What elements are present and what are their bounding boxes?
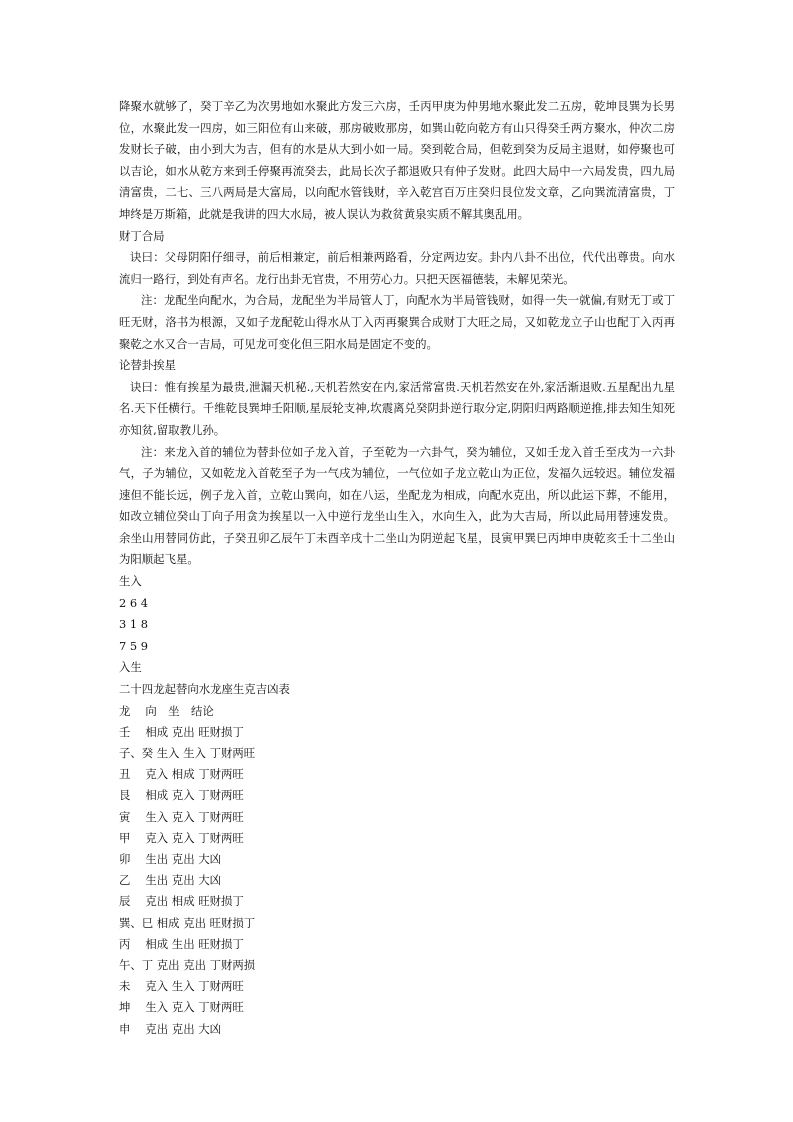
grid-label-top: 生入 xyxy=(119,574,142,589)
grid-row-1: 2 6 4 xyxy=(119,595,148,610)
table-row: 巽、巳 相成 克出 旺财损丁 xyxy=(119,915,256,930)
heading-replacement-star: 论替卦挨星 xyxy=(119,358,176,373)
table-row: 未 克入 生入 丁财两旺 xyxy=(119,979,244,994)
star-grid xyxy=(119,571,675,679)
table-row: 丙 相成 生出 旺财损丁 xyxy=(119,936,244,951)
paragraph-note-1: 注：龙配坐向配水，为合局，龙配坐为半局管人丁，向配水为半局管钱财，如得一失一就偏,有财无丁或丁旺无财，洛书为根源，又如子龙配乾山得水从丁入丙再聚巽合成财丁大旺之局，又如乾龙立子山也配丁入丙再聚乾之水又合一吉局，可见龙可变化但三阳水局是固定不变的。 xyxy=(119,293,675,351)
table-row: 卯 生出 克出 大凶 xyxy=(119,852,221,867)
grid-row-2: 3 1 8 xyxy=(119,617,148,632)
grid-label-bottom: 入生 xyxy=(119,660,142,675)
table-title: 二十四龙起替向水龙座生克吉凶表 xyxy=(119,682,290,697)
table-row: 子、癸 生入 生入 丁财两旺 xyxy=(119,746,256,761)
document-body xyxy=(119,96,675,1040)
table-row: 辰 克出 相成 旺财损丁 xyxy=(119,894,244,909)
table-row: 坤 生入 克入 丁财两旺 xyxy=(119,1000,244,1015)
dragon-table xyxy=(119,701,675,1040)
table-row: 午、丁 克出 克出 丁财两损 xyxy=(119,958,256,973)
table-row: 艮 相成 克入 丁财两旺 xyxy=(119,788,244,803)
paragraph-water-bureau: 降聚水就够了，癸丁辛乙为次男地如水聚此方发三六房，壬丙甲庚为仲男地水聚此发二五房，乾坤艮巽为长男位，水聚此发一四房，如三阳位有山来破，那房破败那房，如巽山乾向乾方有山只得癸壬两方聚水，仲次二房发财长子破，由小到大为吉，但有的水是从大到小如一局。癸到乾合局，但乾到癸为反局主退财，如停聚也可以吉论，如水从乾方来到壬停聚再流癸去，此局长次子都退败只有仲子发财。此四大局中一六局发贵，四九局清富贵，二七、三八两局是大富局，以向配水管钱财，辛入乾宫百万庄癸归艮位发文章，乙向巽流清富贵，丁坤终是万斯箱，此就是我讲的四大水局，被人误认为救贫黄泉实质不解其奥乱用。 xyxy=(119,99,675,221)
paragraph-note-2: 注：来龙入首的辅位为替卦位如子龙入首，子至乾为一六卦气，癸为辅位，又如壬龙入首壬至戌为一六卦气，子为辅位，又如乾龙入首乾至子为一气戌为辅位，一气位如子龙立乾山为正位，发福久远较迟。辅位发福速但不能长远，例子龙入首，立乾山巽向，如在八运，坐配龙为相成，向配水克出，所以此运下葬，不能用，如改立辅位癸山丁向子用贪为挨星以一入中逆行龙坐山生入，水向生入，此为大吉局，所以此局用替速发贵。余坐山用替同仿此，子癸丑卯乙辰午丁未酉辛戌十二坐山为阴逆起飞星，艮寅甲巽巳丙坤申庚乾亥壬十二坐山为阳顺起飞星。 xyxy=(119,444,675,567)
heading-wealth-people: 财丁合局 xyxy=(119,228,165,243)
paragraph-verse-1: 诀曰：父母阴阳仔细寻，前后相兼定，前后相兼两路看，分定两边安。卦内八卦不出位，代代出尊贵。向水流归一路行，到处有声名。龙行出卦无官贵，不用劳心力。只把天医福德装，未解见荣光。 xyxy=(119,250,675,286)
table-row: 寅 生入 克入 丁财两旺 xyxy=(119,809,244,824)
table-row: 丑 克入 相成 丁财两旺 xyxy=(119,767,244,782)
table-row: 甲 克入 克入 丁财两旺 xyxy=(119,830,244,845)
table-row: 壬 相成 克出 旺财损丁 xyxy=(119,724,244,739)
table-row: 乙 生出 克出 大凶 xyxy=(119,873,221,888)
table-header: 龙 向 坐 结论 xyxy=(119,703,214,718)
table-row: 申 克出 克出 大凶 xyxy=(119,1021,221,1036)
paragraph-verse-2: 诀曰：惟有挨星为最贵,泄漏天机秘.,天机若然安在内,家活常富贵.天机若然安在外,家活渐退败.五星配出九星名.天下任横行。千维乾艮巽坤壬阳顺,星辰轮支神,坎震离兑癸阴卦逆行取分定,阴阳归两路顺逆推,排去知生知死亦知贫,留取教儿孙。 xyxy=(119,379,675,437)
grid-row-3: 7 5 9 xyxy=(119,638,148,653)
